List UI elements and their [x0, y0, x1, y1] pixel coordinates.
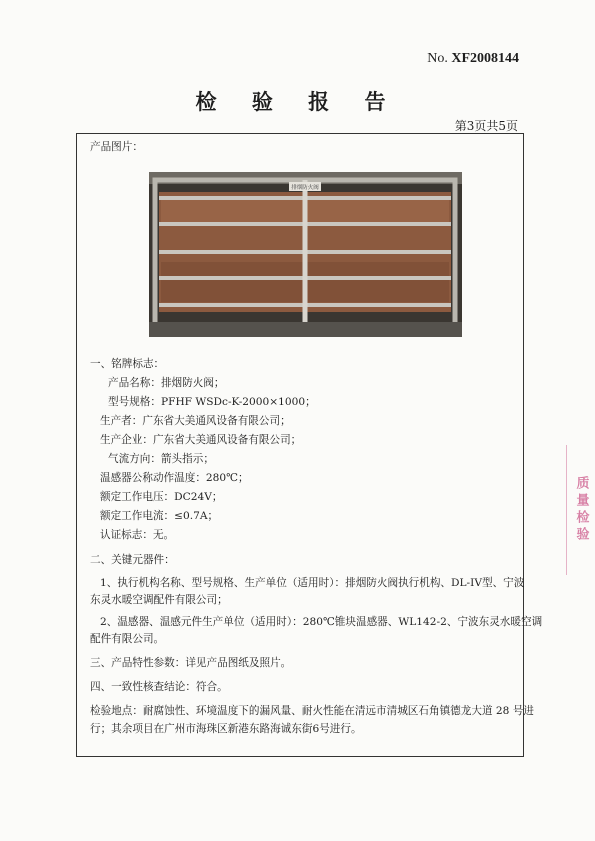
nameplate-heading: 一、铭牌标志： — [90, 358, 165, 370]
damper-photo-drawing — [149, 172, 462, 337]
location-line-1: 检验地点：耐腐蚀性、环境温度下的漏风量、耐火性能在清远市清城区石角镇德龙大道 28 号进 — [90, 705, 534, 717]
report-number-label: No. — [427, 51, 448, 66]
parameters-line: 三、产品特性参数：详见产品图纸及照片。 — [90, 657, 292, 669]
manufacturer-line: 生产企业：广东省大美通风设备有限公司； — [100, 434, 302, 446]
airflow-line: 气流方向：箭头指示； — [108, 453, 214, 465]
sensor-temp-line: 温感器公称动作温度：280℃； — [100, 472, 249, 484]
page-info: 第3页共5页 — [454, 119, 518, 133]
rated-current-line: 额定工作电流：≤0.7A； — [100, 510, 219, 522]
producer-line: 生产者：广东省大美通风设备有限公司； — [100, 415, 291, 427]
seal-stamp-text: 质量检验 — [573, 476, 589, 544]
location-line-2: 行；其余项目在广州市海珠区新港东路海诚东街6号进行。 — [90, 723, 362, 735]
key-components-heading: 二、关键元器件： — [90, 554, 175, 566]
sensor-line-2: 配件有限公司。 — [90, 633, 165, 645]
rated-voltage-line: 额定工作电压：DC24V； — [100, 491, 223, 503]
conclusion-line: 四、一致性核查结论：符合。 — [90, 681, 228, 693]
actuator-line-2: 东灵水暖空调配件有限公司； — [90, 594, 228, 606]
sensor-line-1: 2、温感器、温感元件生产单位（适用时）：280℃锥块温感器、WL142-2、宁波东灵水暖空调 — [100, 616, 543, 628]
certification-line: 认证标志：无。 — [100, 529, 175, 541]
photo-label: 产品图片： — [90, 141, 143, 153]
product-name-line: 产品名称：排烟防火阀； — [108, 377, 225, 389]
model-line: 型号规格：PFHF WSDc-K-2000×1000； — [108, 396, 316, 408]
actuator-line-1: 1、执行机构名称、型号规格、生产单位（适用时）：排烟防火阀执行机构、DL-IV型、宁波 — [100, 577, 525, 589]
seal-stamp — [566, 445, 595, 575]
report-number — [427, 51, 519, 67]
report-title: 检 验 报 告 — [195, 89, 400, 114]
report-number-value: XF2008144 — [451, 51, 519, 66]
product-photo — [149, 172, 462, 337]
photo-tag: 排烟防火阀 — [291, 185, 319, 191]
